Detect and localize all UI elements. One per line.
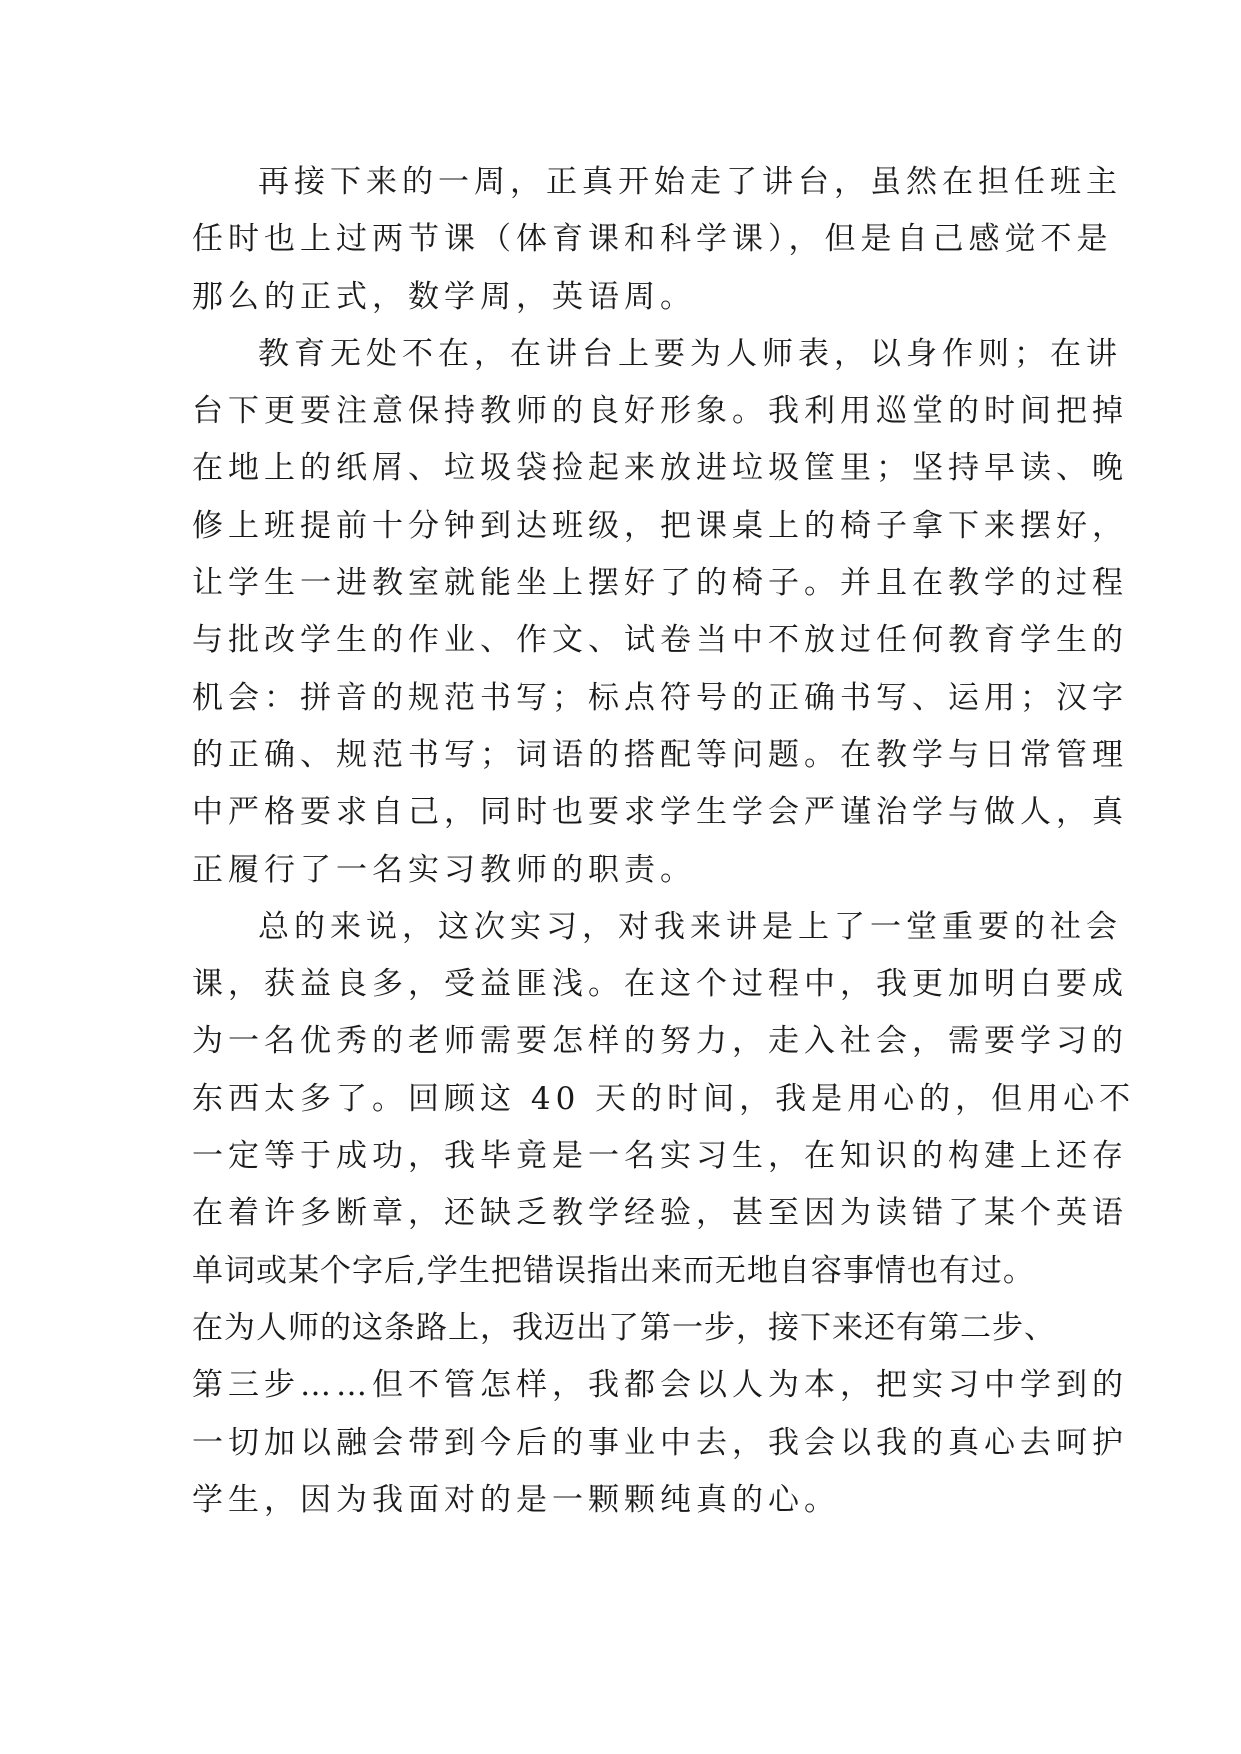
paragraph-line: 在为人师的这条路上，我迈出了第一步，接下来还有第二步、 <box>192 1309 1056 1346</box>
paragraph-line: 一定等于成功，我毕竟是一名实习生，在知识的构建上还存 <box>192 1138 1128 1175</box>
paragraph-line: 课，获益良多，受益匪浅。在这个过程中，我更加明白要成 <box>192 966 1128 1003</box>
paragraph-line: 让学生一进教室就能坐上摆好了的椅子。并且在教学的过程 <box>192 565 1128 602</box>
paragraph-line: 再接下来的一周，正真开始走了讲台，虽然在担任班主 <box>258 164 1122 200</box>
paragraph-line: 修上班提前十分钟到达班级，把课桌上的椅子拿下来摆好， <box>192 507 1128 544</box>
paragraph-line: 台下更要注意保持教师的良好形象。我利用巡堂的时间把掉 <box>192 393 1128 430</box>
paragraph-line: 在着许多断章，还缺乏教学经验，甚至因为读错了某个英语 <box>192 1195 1128 1232</box>
paragraph-line: 中严格要求自己，同时也要求学生学会严谨治学与做人，真 <box>192 794 1128 831</box>
paragraph-line: 任时也上过两节课（体育课和科学课），但是自己感觉不是 <box>192 221 1113 258</box>
document-body <box>192 154 1136 1529</box>
paragraph-3 <box>192 899 1136 1529</box>
paragraph-line: 那么的正式，数学周，英语周。 <box>192 278 696 315</box>
paragraph-line: 第三步……但不管怎样，我都会以人为本，把实习中学到的 <box>192 1367 1128 1404</box>
paragraph-line: 东西太多了。回顾这 40 天的时间，我是用心的，但用心不 <box>192 1080 1136 1117</box>
paragraph-1 <box>192 154 1122 326</box>
paragraph-line: 机会：拼音的规范书写；标点符号的正确书写、运用；汉字 <box>192 679 1128 716</box>
paragraph-2 <box>192 326 1128 899</box>
paragraph-line: 为一名优秀的老师需要怎样的努力，走入社会，需要学习的 <box>192 1023 1128 1060</box>
paragraph-line: 在地上的纸屑、垃圾袋捡起来放进垃圾筐里；坚持早读、晚 <box>192 450 1128 487</box>
paragraph-line: 学生，因为我面对的是一颗颗纯真的心。 <box>192 1481 840 1518</box>
paragraph-line: 的正确、规范书写；词语的搭配等问题。在教学与日常管理 <box>192 736 1128 773</box>
paragraph-line: 总的来说，这次实习，对我来讲是上了一堂重要的社会 <box>258 908 1122 945</box>
paragraph-line: 单词或某个字后,学生把错误指出来而无地自容事情也有过。 <box>192 1252 1035 1289</box>
paragraph-line: 正履行了一名实习教师的职责。 <box>192 851 696 888</box>
paragraph-line: 教育无处不在，在讲台上要为人师表，以身作则；在讲 <box>258 335 1122 372</box>
paragraph-line: 一切加以融会带到今后的事业中去，我会以我的真心去呵护 <box>192 1424 1128 1461</box>
paragraph-line: 与批改学生的作业、作文、试卷当中不放过任何教育学生的 <box>192 622 1128 659</box>
